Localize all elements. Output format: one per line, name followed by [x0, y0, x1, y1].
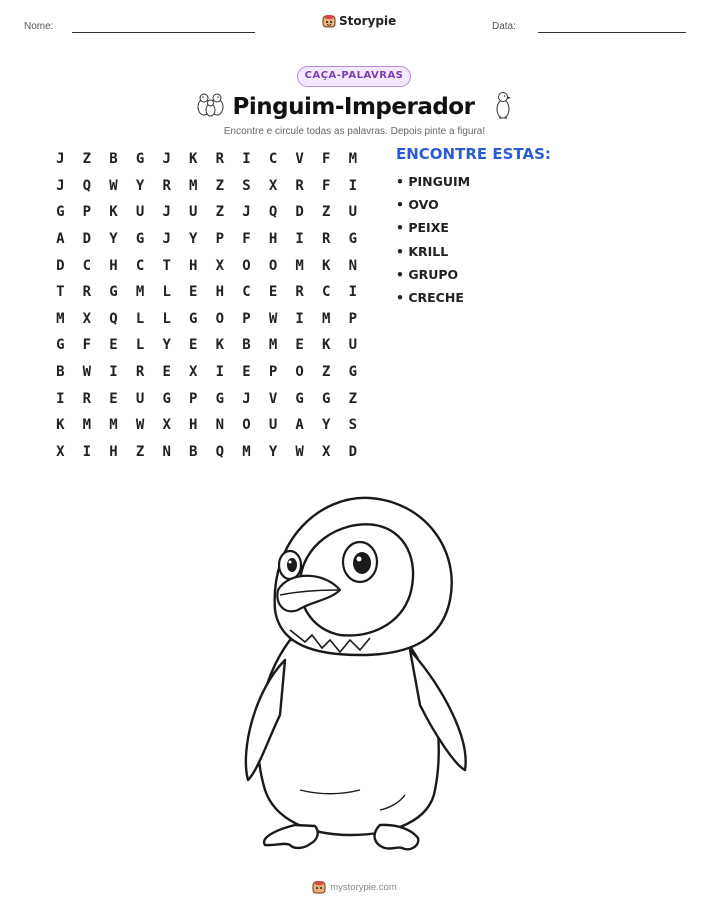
grid-letter[interactable]: W: [109, 177, 118, 194]
grid-letter[interactable]: P: [82, 204, 92, 221]
grid-letter[interactable]: W: [295, 443, 304, 460]
grid-letter[interactable]: K: [322, 337, 331, 354]
grid-letter[interactable]: N: [348, 257, 358, 274]
storypie-mascot-icon: [312, 880, 326, 894]
grid-letter[interactable]: M: [322, 310, 331, 327]
grid-letter[interactable]: I: [295, 231, 304, 248]
grid-letter[interactable]: Y: [268, 443, 278, 460]
grid-row: [47, 412, 367, 439]
storypie-mascot-icon: [322, 14, 336, 28]
grid-letter[interactable]: Y: [322, 417, 331, 434]
grid-letter[interactable]: G: [322, 390, 331, 407]
grid-letter[interactable]: D: [82, 231, 92, 248]
grid-letter[interactable]: M: [56, 310, 65, 327]
grid-letter[interactable]: M: [348, 151, 358, 168]
grid-letter[interactable]: W: [82, 364, 92, 381]
word-item: • OVO: [396, 197, 439, 213]
word-item: • PEIXE: [396, 220, 449, 236]
grid-letter[interactable]: X: [162, 417, 171, 434]
grid-letter[interactable]: J: [162, 231, 171, 248]
grid-letter[interactable]: S: [242, 177, 251, 194]
grid-letter[interactable]: G: [162, 390, 171, 407]
grid-letter[interactable]: E: [242, 364, 251, 381]
brand-logo: [322, 14, 396, 28]
grid-letter[interactable]: H: [109, 443, 118, 460]
grid-letter[interactable]: P: [268, 364, 278, 381]
grid-letter[interactable]: M: [268, 337, 278, 354]
grid-letter[interactable]: H: [189, 257, 198, 274]
grid-letter[interactable]: R: [215, 151, 225, 168]
grid-letter[interactable]: B: [242, 337, 251, 354]
name-label: Nome:: [24, 21, 54, 32]
grid-letter[interactable]: K: [109, 204, 118, 221]
grid-letter[interactable]: N: [215, 417, 225, 434]
grid-letter[interactable]: O: [242, 257, 251, 274]
grid-letter[interactable]: E: [189, 284, 198, 301]
grid-letter[interactable]: B: [56, 364, 65, 381]
grid-letter[interactable]: L: [162, 284, 171, 301]
grid-letter[interactable]: U: [189, 204, 198, 221]
grid-letter[interactable]: Z: [135, 443, 145, 460]
grid-letter[interactable]: X: [268, 177, 278, 194]
word-item: • CRECHE: [396, 289, 464, 305]
grid-letter[interactable]: P: [215, 231, 225, 248]
grid-letter[interactable]: J: [162, 151, 171, 168]
grid-letter[interactable]: Z: [348, 390, 358, 407]
grid-letter[interactable]: Y: [162, 337, 171, 354]
grid-letter[interactable]: G: [109, 284, 118, 301]
grid-letter[interactable]: J: [162, 204, 171, 221]
grid-letter[interactable]: R: [162, 177, 171, 194]
grid-letter[interactable]: E: [189, 337, 198, 354]
grid-row: [47, 173, 367, 200]
grid-letter[interactable]: G: [295, 390, 304, 407]
date-line: [538, 32, 686, 33]
grid-letter[interactable]: I: [348, 177, 358, 194]
grid-letter[interactable]: R: [322, 231, 331, 248]
grid-letter[interactable]: B: [189, 443, 198, 460]
grid-letter[interactable]: M: [82, 417, 92, 434]
grid-letter[interactable]: L: [135, 310, 145, 327]
grid-row: [47, 306, 367, 333]
word-item: • GRUPO: [396, 266, 459, 282]
grid-letter[interactable]: X: [82, 310, 92, 327]
grid-letter[interactable]: K: [56, 417, 65, 434]
grid-letter[interactable]: C: [135, 257, 145, 274]
grid-letter[interactable]: X: [189, 364, 198, 381]
instructions: Encontre e circule todas as palavras. Depois pinte a figura!: [223, 126, 486, 137]
grid-letter[interactable]: E: [162, 364, 171, 381]
grid-letter[interactable]: H: [109, 257, 118, 274]
grid-letter[interactable]: I: [215, 364, 225, 381]
grid-row: [47, 279, 367, 306]
grid-letter[interactable]: Z: [322, 204, 331, 221]
grid-letter[interactable]: X: [56, 443, 65, 460]
grid-letter[interactable]: F: [322, 151, 331, 168]
grid-letter[interactable]: Y: [135, 177, 145, 194]
grid-letter[interactable]: M: [109, 417, 118, 434]
grid-letter[interactable]: M: [242, 443, 251, 460]
grid-letter[interactable]: K: [215, 337, 225, 354]
title-text: Pinguim-Imperador: [232, 94, 475, 120]
grid-letter[interactable]: P: [189, 390, 198, 407]
grid-letter[interactable]: I: [348, 284, 358, 301]
grid-letter[interactable]: J: [56, 177, 65, 194]
grid-letter[interactable]: E: [295, 337, 304, 354]
grid-row: [47, 439, 367, 466]
footer-url: mystorypie.com: [330, 881, 397, 893]
grid-letter[interactable]: G: [189, 310, 198, 327]
grid-letter[interactable]: W: [268, 310, 278, 327]
grid-letter[interactable]: I: [242, 151, 251, 168]
grid-row: [47, 385, 367, 412]
grid-letter[interactable]: I: [56, 390, 65, 407]
grid-letter[interactable]: G: [56, 204, 65, 221]
grid-letter[interactable]: P: [242, 310, 251, 327]
grid-letter[interactable]: A: [56, 231, 65, 248]
grid-letter[interactable]: E: [109, 337, 118, 354]
word-list: [396, 170, 470, 309]
grid-letter[interactable]: V: [295, 151, 304, 168]
grid-letter[interactable]: R: [135, 364, 145, 381]
grid-letter[interactable]: C: [322, 284, 331, 301]
name-line: [72, 32, 255, 33]
category-badge: CAÇA-PALAVRAS: [297, 66, 411, 87]
grid-letter[interactable]: H: [215, 284, 225, 301]
grid-row: [47, 226, 367, 253]
grid-letter[interactable]: M: [295, 257, 304, 274]
grid-row: [47, 332, 367, 359]
grid-letter[interactable]: I: [109, 364, 118, 381]
grid-letter[interactable]: M: [189, 177, 198, 194]
grid-letter[interactable]: O: [215, 310, 225, 327]
grid-letter[interactable]: F: [322, 177, 331, 194]
grid-letter[interactable]: Z: [82, 151, 92, 168]
grid-letter[interactable]: C: [82, 257, 92, 274]
grid-letter[interactable]: Q: [215, 443, 225, 460]
grid-letter[interactable]: Q: [82, 177, 92, 194]
grid-letter[interactable]: D: [295, 204, 304, 221]
grid-letter[interactable]: R: [295, 284, 304, 301]
footer: [0, 880, 709, 894]
grid-letter[interactable]: X: [322, 443, 331, 460]
grid-letter[interactable]: T: [162, 257, 171, 274]
grid-letter[interactable]: R: [82, 390, 92, 407]
grid-letter[interactable]: J: [242, 204, 251, 221]
grid-letter[interactable]: O: [268, 257, 278, 274]
grid-letter[interactable]: Q: [268, 204, 278, 221]
grid-letter[interactable]: R: [295, 177, 304, 194]
grid-letter[interactable]: O: [242, 417, 251, 434]
grid-letter[interactable]: G: [56, 337, 65, 354]
grid-letter[interactable]: C: [268, 151, 278, 168]
grid-letter[interactable]: P: [348, 310, 358, 327]
grid-letter[interactable]: T: [56, 284, 65, 301]
date-label: Data:: [492, 21, 516, 32]
grid-letter[interactable]: R: [82, 284, 92, 301]
grid-letter[interactable]: E: [109, 390, 118, 407]
grid-row: [47, 359, 367, 386]
grid-letter[interactable]: L: [135, 337, 145, 354]
grid-letter[interactable]: X: [215, 257, 225, 274]
grid-letter[interactable]: I: [295, 310, 304, 327]
grid-row: [47, 199, 367, 226]
brand-name: Storypie: [339, 14, 397, 28]
grid-letter[interactable]: F: [242, 231, 251, 248]
grid-letter[interactable]: U: [135, 390, 145, 407]
grid-letter[interactable]: E: [268, 284, 278, 301]
grid-letter[interactable]: G: [135, 231, 145, 248]
word-item: • KRILL: [396, 243, 449, 259]
grid-letter[interactable]: Z: [322, 364, 331, 381]
grid-letter[interactable]: Y: [109, 231, 118, 248]
grid-letter[interactable]: G: [348, 231, 358, 248]
grid-letter[interactable]: K: [189, 151, 198, 168]
penguin-group-icon: [195, 90, 227, 118]
grid-letter[interactable]: K: [322, 257, 331, 274]
grid-letter[interactable]: U: [348, 204, 358, 221]
grid-letter[interactable]: J: [242, 390, 251, 407]
grid-letter[interactable]: Y: [189, 231, 198, 248]
grid-letter[interactable]: N: [162, 443, 171, 460]
grid-letter[interactable]: U: [135, 204, 145, 221]
grid-letter[interactable]: Z: [215, 204, 225, 221]
word-search-grid: [47, 146, 367, 465]
grid-letter[interactable]: U: [268, 417, 278, 434]
grid-letter[interactable]: M: [135, 284, 145, 301]
grid-letter[interactable]: S: [348, 417, 358, 434]
grid-letter[interactable]: H: [268, 231, 278, 248]
page-title: [0, 90, 709, 120]
word-item: • PINGUIM: [396, 174, 471, 189]
grid-letter[interactable]: H: [189, 417, 198, 434]
grid-letter[interactable]: I: [82, 443, 92, 460]
grid-row: [47, 146, 367, 173]
grid-letter[interactable]: A: [295, 417, 304, 434]
grid-letter[interactable]: G: [135, 151, 145, 168]
word-list-title: ENCONTRE ESTAS:: [396, 145, 551, 163]
grid-letter[interactable]: G: [348, 364, 358, 381]
grid-letter[interactable]: G: [215, 390, 225, 407]
penguin-coloring-illustration: [230, 490, 480, 860]
grid-letter[interactable]: D: [348, 443, 358, 460]
grid-letter[interactable]: F: [82, 337, 92, 354]
grid-letter[interactable]: C: [242, 284, 251, 301]
grid-row: [47, 252, 367, 279]
grid-letter[interactable]: U: [348, 337, 358, 354]
grid-letter[interactable]: D: [56, 257, 65, 274]
grid-letter[interactable]: Z: [215, 177, 225, 194]
grid-letter[interactable]: W: [135, 417, 145, 434]
grid-letter[interactable]: O: [295, 364, 304, 381]
penguin-icon: [492, 90, 514, 120]
grid-letter[interactable]: J: [56, 151, 65, 168]
grid-letter[interactable]: B: [109, 151, 118, 168]
grid-letter[interactable]: L: [162, 310, 171, 327]
grid-letter[interactable]: V: [268, 390, 278, 407]
grid-letter[interactable]: Q: [109, 310, 118, 327]
